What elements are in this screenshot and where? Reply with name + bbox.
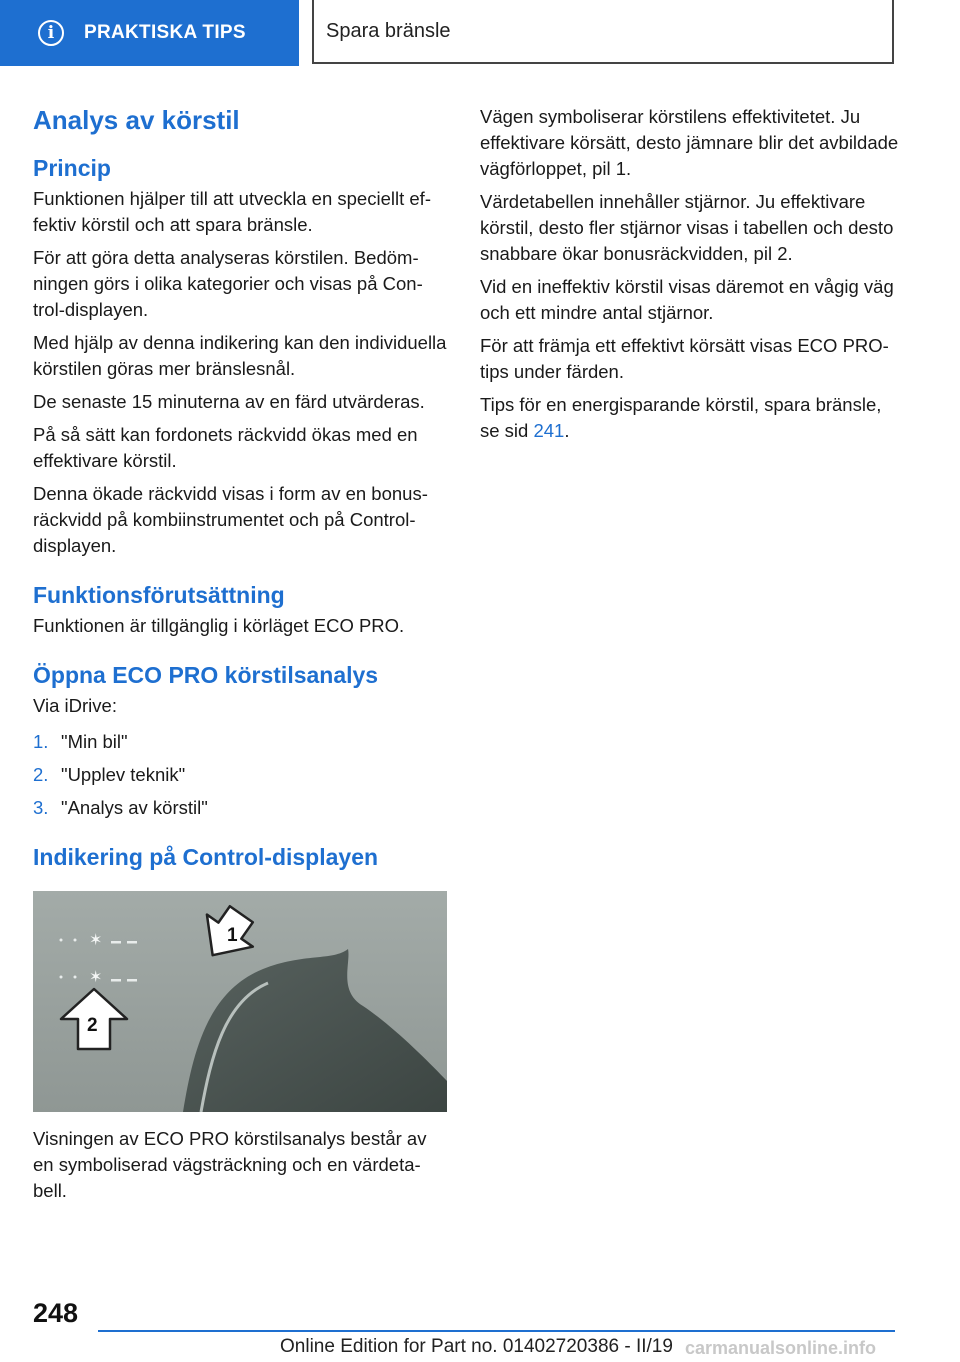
chapter-tab[interactable] (0, 0, 299, 66)
paragraph: På så sätt kan fordonets räckvidd ökas med en effektivare körstil. (33, 424, 418, 471)
figure-illustration (33, 891, 447, 1112)
paragraph: Vid en ineffektiv körstil visas däremot en vågig väg och ett mindre antal stjärnor. (480, 276, 894, 323)
left-column (33, 104, 447, 1211)
paragraph-end: . (564, 420, 570, 441)
paragraph: Värdetabellen innehåller stjärnor. Ju effektivare körstil, desto fler stjärnor visas i tabellen och desto snabbare ökar bonusräckvidden, pil 2. (480, 191, 894, 264)
figure-caption: Visningen av ECO PRO körstilsanalys består av en symboliserad vägsträckning och en värdetabell. (33, 1128, 427, 1201)
step-text: "Min bil" (61, 731, 128, 752)
paragraph: De senaste 15 minuterna av en färd utvärderas. (33, 391, 425, 412)
paragraph-with-link (480, 392, 900, 444)
section-title: Spara bränsle (326, 19, 451, 42)
page-header (0, 0, 960, 66)
paragraph: Funktionen hjälper till att utveckla en speciellt effektiv körstil och att spara bränsle. (33, 188, 431, 235)
list-item (33, 762, 447, 788)
steps-list (33, 729, 447, 821)
heading-prerequisite: Funktionsförutsättning (33, 582, 285, 608)
watermark: carmanualsonline.info (685, 1338, 877, 1358)
heading-display: Indikering på Control-displayen (33, 844, 379, 870)
chapter-tab-label: PRAKTISKA TIPS (84, 22, 246, 43)
edition-text: Online Edition for Part no. 01402720386 - II/19 (280, 1336, 673, 1357)
page-title: Analys av körstil (33, 105, 240, 135)
step-text: "Analys av körstil" (61, 797, 208, 818)
paragraph: Funktionen är tillgänglig i körläget ECO PRO. (33, 615, 405, 636)
paragraph: För att främja ett effektivt körsätt visas ECO PRO-tips under färden. (480, 335, 889, 382)
paragraph: Med hjälp av denna indikering kan den individuella körstilen göras mer bränslesnål. (33, 332, 447, 379)
page-reference-link[interactable]: 241 (533, 420, 565, 441)
step-number: 3. (33, 797, 49, 818)
arrow-2-label: 2 (87, 1015, 98, 1036)
step-text: "Upplev teknik" (61, 764, 186, 785)
step-number: 2. (33, 764, 49, 785)
paragraph: För att göra detta analyseras körstilen. Bedömningen görs i olika kategorier och visas på Control-displayen. (33, 247, 423, 320)
heading-open-analysis: Öppna ECO PRO körstilsanalys (33, 662, 379, 688)
eco-pro-display-figure (33, 891, 447, 1112)
list-item (33, 795, 447, 821)
heading-princip: Princip (33, 155, 111, 181)
arrow-1-label: 1 (227, 925, 238, 946)
right-column (480, 104, 900, 451)
paragraph-text: Tips för en energisparande körstil, spara bränsle, se sid (480, 394, 882, 441)
list-item (33, 729, 447, 755)
section-title-box (312, 0, 894, 64)
step-number: 1. (33, 731, 49, 752)
paragraph: Via iDrive: (33, 695, 117, 716)
info-icon: i (38, 20, 64, 46)
paragraph: Vägen symboliserar körstilens effektivitetet. Ju effektivare körsätt, desto jämnare blir det avbildade vägförloppet, pil 1. (480, 106, 899, 179)
svg-text:✶: ✶ (89, 969, 103, 986)
paragraph: Denna ökade räckvidd visas i form av en bonusräckvidd på kombiinstrumentet och på Control-displayen. (33, 483, 428, 556)
page-number: 248 (33, 1298, 79, 1328)
footer-divider (98, 1330, 895, 1332)
svg-text:✶: ✶ (89, 932, 103, 949)
